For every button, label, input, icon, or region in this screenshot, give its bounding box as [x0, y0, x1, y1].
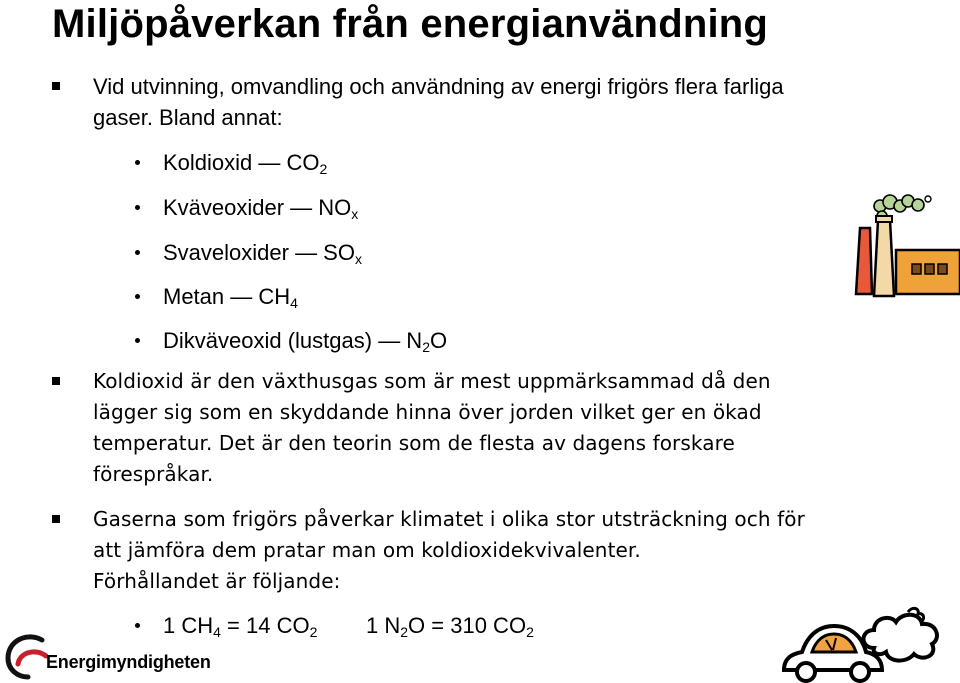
para3-line-2: att jämföra dem pratar man om koldioxidekvivalenter. — [93, 538, 641, 562]
bullet-dot-icon — [135, 294, 140, 299]
energimyndigheten-logo-icon — [2, 630, 48, 680]
intro-line-1: Vid utvinning, omvandling och användning av energi frigörs flera farliga — [93, 74, 784, 99]
gas-item: Metan — $CH_4$ — [163, 284, 298, 311]
gas-item: Kväveoxider — $NO_x$ — [163, 195, 359, 222]
bullet-dot-icon — [135, 160, 140, 165]
gas-item: Svaveloxider — $SO_x$ — [163, 240, 362, 267]
slide-title: Miljöpåverkan från energianvändning — [52, 2, 769, 46]
equation-ch4: 1 $CH_4 = 14$ $CO_2$ — [163, 613, 318, 640]
para3-line-1: Gaserna som frigörs påverkar klimatet i olika stor utsträckning och för — [93, 507, 805, 531]
square-bullet-icon — [52, 515, 60, 523]
smoking-car-icon — [778, 600, 960, 683]
intro-line-2: gaser. Bland annat: — [93, 105, 283, 130]
equation-n2o: 1 $N_2O = 310$ $CO_2$ — [366, 613, 534, 640]
factory-icon — [852, 192, 960, 302]
gas-item: Koldioxid — $CO_2$ — [163, 150, 328, 177]
square-bullet-icon — [52, 377, 60, 385]
bullet-dot-icon — [135, 338, 140, 343]
para3-line-3: Förhållandet är följande: — [93, 569, 341, 593]
para2-line-2: lägger sig som en skyddande hinna över jorden vilket ger en ökad — [93, 400, 762, 424]
para2-line-4: förespråkar. — [93, 462, 214, 486]
para2-line-3: temperatur. Det är den teorin som de flesta av dagens forskare — [93, 431, 735, 455]
logo-name: Energimyndigheten — [46, 652, 211, 672]
bullet-dot-icon — [135, 623, 140, 628]
para2-line-1: Koldioxid är den växthusgas som är mest uppmärksammad då den — [93, 369, 771, 393]
bullet-dot-icon — [135, 205, 140, 210]
square-bullet-icon — [52, 82, 60, 90]
bullet-dot-icon — [135, 250, 140, 255]
gas-item: Dikväveoxid (lustgas) — $N_2O$ — [163, 328, 448, 355]
